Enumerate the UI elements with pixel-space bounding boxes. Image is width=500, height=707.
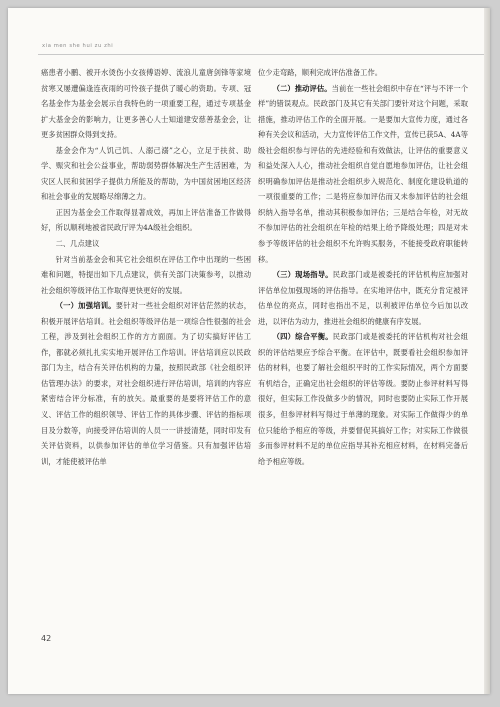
paragraph-text: 民政部门或是被委托的评估机构对社会组织的评估结果应予综合平衡。在评估中，既要看社会组织参加评估的材料，也要了解社会组织平时的工作实际情况，两个方面要有机结合，正确定出社会组织的评估等级。要防止参评材料写得很好，但实际工作没做多少的情况，同时也要防止实际工作开展很多，但参评材料写得过于单薄的现象。对实际工作做得少的单位只能给予相应的等级，并要督促其搞好工作；对实际工作做很多而参评材料不足的单位应指导其补充相应材料，在材料完备后给予相应等级。	[258, 332, 469, 466]
paragraph	[41, 65, 251, 143]
paragraph-text: 正因为基金会工作取得显著成效，再加上评估准备工作做得好，所以顺利地被省民政厅评为4A级社会组织。	[41, 207, 251, 233]
paragraph-lead: （二）推动评估。	[272, 83, 332, 93]
page-number: 42	[41, 634, 52, 643]
paragraph-text: 位少走弯路，顺利完成评估准备工作。	[258, 68, 383, 77]
paragraph-text: 要针对一些社会组织对评估茫然的状态，积极开展评估培训。社会组织等级评估是一项综合性很强的社会工程，涉及到社会组织工作的方方面面。为了切实搞好评估工作，都就必须扎扎实实地开展评估工作培训。评估培训应以民政部门为主，结合有关评估机构的力量，按照民政部《社会组织评估管理办法》的要求，对社会组织进行评估培训，培训的内容应紧密结合评分标准，有的放矢。最重要的是要将评估工作的意义、评估工作的组织领导、评估工作的具体步骤、评估的指标项目及分数等，向接受评估培训的人员一一讲授清楚，同时印发有关评估资料，以供参加评估的单位学习借鉴。只有加强评估培训，才能使被评估单	[41, 301, 252, 466]
left-column	[41, 65, 251, 469]
paragraph-text: 二、几点建议	[55, 239, 100, 249]
paragraph	[41, 252, 251, 299]
paragraph-text: 基金会作为“人饥己饥、人溺己溺”之心，立足于扶贫、助学、赈灾和社会公益事业，帮助弱势群体解决生产生活困难，为灾区人民和贫困学子提供力所能及的帮助，为中国贫困地区经济和社会事业的发展略尽绵薄之力。	[41, 145, 251, 202]
paragraph-lead: （四）综合平衡。	[272, 332, 333, 342]
running-header: xia men she hui zu zhi	[42, 43, 114, 49]
paragraph	[41, 205, 251, 236]
paragraph	[258, 65, 468, 81]
paragraph	[258, 329, 468, 469]
paragraph-text: 针对当前基金会和其它社会组织在评估工作中出现的一些困难和问题，特提出如下几点建议，供有关部门决策参考，以推动社会组织等级评估工作取得更快更好的发展。	[41, 254, 251, 295]
header-rule	[38, 54, 484, 55]
document-page	[8, 8, 490, 694]
page-fold-shadow	[484, 8, 490, 694]
paragraph	[258, 267, 468, 329]
paragraph-text: 民政部门或是被委托的评估机构应加强对评估单位加强现场的评估指导。在实地评估中，既充分肯定被评估单位的亮点，同时也指出不足，以利被评估单位今后加以改进，以评估为动力，推进社会组织的健康有序发展。	[258, 270, 469, 326]
right-column	[258, 65, 468, 469]
paragraph	[258, 81, 468, 268]
paragraph-lead: （三）现场指导。	[272, 270, 333, 280]
paragraph-lead: （一）加强培训。	[55, 301, 116, 311]
paragraph-text: 当前在一些社会组织中存在“评与不评一个样”的错误观点。民政部门及其它有关部门要针对这个问题，采取措施，推动评估工作的全面开展。一是要加大宣传力度，通过各种有关会议和活动，大力宣传评估工作文件，宣传已获5A、4A等级社会组织参与评估的先进经验和有效做法，让评估的重要意义和益处深入人心，推动社会组织自觉自愿地参加评估，让社会组织明确参加评估是推动社会组织步入规范化、制度化建设轨道的一项很重要的工作；二是将应参加评估而又未参加评估的社会组织纳入指导名单，推动其积极参加评估；三是结合年检，对无故不参加评估的社会组织在年检的结果上给予降级处理；四是对未参予等级评估的社会组织不允许购买服务，不能接受政府职能转移。	[258, 83, 469, 264]
paragraph	[41, 298, 251, 469]
paragraph-text: 癌患者小鹏、被开水烫伤小女孩傅语婷、流浪儿童唐剑锋等家境贫寒又屡遭偏逢连夜雨的可怜孩子提供了暖心的资助。专项、冠名基金作为基金会展示自我特色的一项重要工程，通过专项基金扩大基金会的影响力，让更多善心人士知道建安慈善基金会，让更多贫困群众得到支持。	[41, 68, 251, 140]
paragraph	[41, 143, 251, 205]
section-heading	[41, 236, 251, 252]
